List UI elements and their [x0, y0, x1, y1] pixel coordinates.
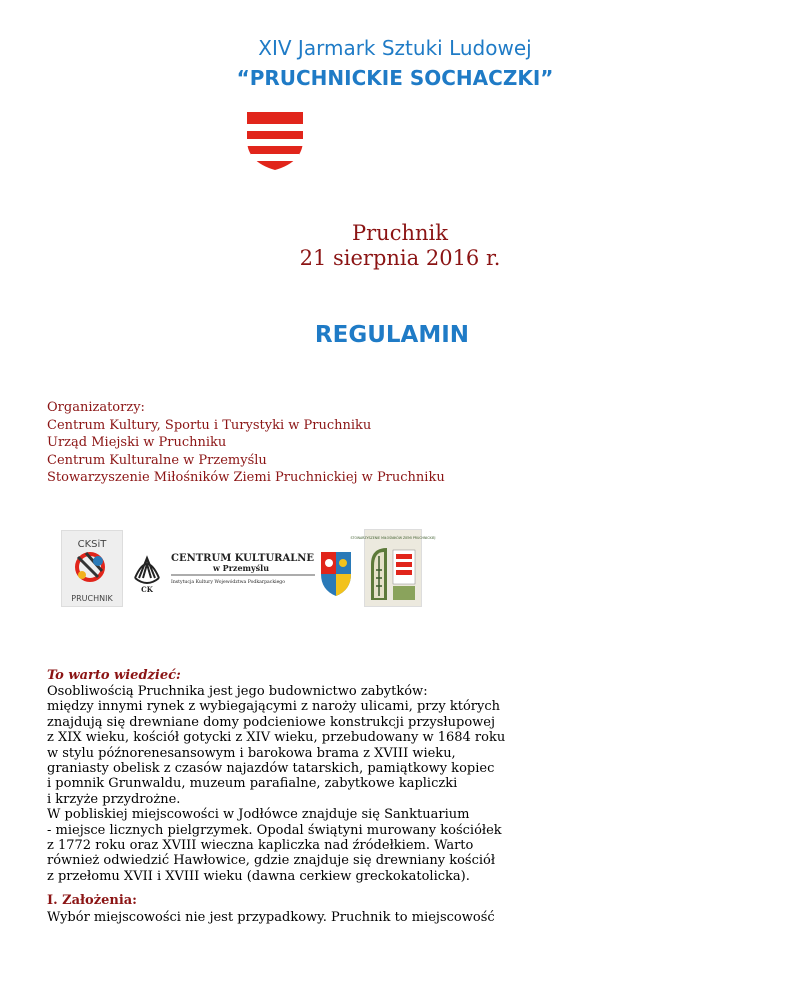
event-place: Pruchnik: [352, 221, 448, 245]
worth-knowing-text: [47, 684, 505, 884]
ck-mark-text: CK: [141, 585, 153, 594]
text-line: w stylu późnorenesansowym i barokowa brama z XVIII wieku,: [47, 745, 456, 761]
text-line: między innymi rynek z wybiegającymi z naroży ulicami, przy których: [47, 699, 500, 715]
organizers-label: Organizatorzy:: [47, 400, 145, 415]
ck-sub-text: Instytucja Kultury Województwa Podkarpackiego: [171, 580, 285, 585]
text-line: również odwiedzić Hawłowice, gdzie znajduje się drewniany kościół: [47, 853, 496, 869]
organizer-item: Urząd Miejski w Pruchniku: [47, 435, 227, 450]
text-line: - miejsce licznych pielgrzymek. Opodal świątyni murowany kościółek: [47, 822, 502, 838]
event-title: XIV Jarmark Sztuki Ludowej: [258, 36, 532, 60]
ck-city-text: w Przemyślu: [213, 563, 270, 573]
centrum-kulturalne-logo: [133, 548, 353, 598]
cksit-logo-top-text: CKSiT: [77, 539, 107, 550]
section-heading: I. Założenia:: [47, 893, 137, 908]
smz-logo-text: STOWARZYSZENIE MIŁOŚNIKÓW ZIEMI PRUCHNICKIEJ: [350, 536, 436, 540]
text-line: z przełomu XVII i XVIII wieku (dawna cerkiew greckokatolicka).: [47, 868, 470, 884]
organizer-item: Stowarzyszenie Miłośników Ziemi Pruchnickiej w Pruchniku: [47, 470, 445, 485]
text-line: i krzyże przydrożne.: [47, 791, 181, 807]
coat-of-arms-logo: [245, 110, 305, 172]
text-line: graniasty obelisk z czasów najazdów tatarskich, pamiątkowy kopiec: [47, 761, 495, 777]
stowarzyszenie-logo: [350, 529, 436, 607]
ck-name-text: CENTRUM KULTURALNE: [171, 553, 315, 564]
text-line: Osobliwością Pruchnika jest jego budownictwo zabytków:: [47, 684, 428, 699]
text-line: i pomnik Grunwaldu, muzeum parafialne, zabytkowe kapliczki: [47, 776, 458, 792]
worth-knowing-heading: To warto wiedzieć:: [47, 668, 181, 683]
event-date: 21 sierpnia 2016 r.: [299, 246, 501, 270]
cksit-logo: [61, 530, 123, 607]
cksit-logo-bottom-text: PRUCHNIK: [71, 594, 113, 603]
text-line: z XIX wieku, kościół gotycki z XIV wieku, przebudowany w 1684 roku: [47, 730, 506, 746]
text-line: W pobliskiej miejscowości w Jodłówce znajduje się Sanktuarium: [47, 807, 470, 823]
organizer-item: Centrum Kultury, Sportu i Turystyki w Pruchniku: [47, 417, 372, 433]
organizers-block: [47, 399, 445, 487]
section-text: Wybór miejscowości nie jest przypadkowy. Pruchnik to miejscowość: [47, 910, 495, 925]
organizer-item: Centrum Kulturalne w Przemyślu: [47, 452, 267, 468]
document-title: REGULAMIN: [314, 322, 470, 348]
text-line: z 1772 roku oraz XVIII wieczna kapliczka nad źródełkiem. Warto: [47, 838, 474, 854]
text-line: znajdują się drewniane domy podcieniowe konstrukcji przysłupowej: [47, 714, 495, 730]
event-subtitle: “PRUCHNICKIE SOCHACZKI”: [236, 66, 554, 90]
